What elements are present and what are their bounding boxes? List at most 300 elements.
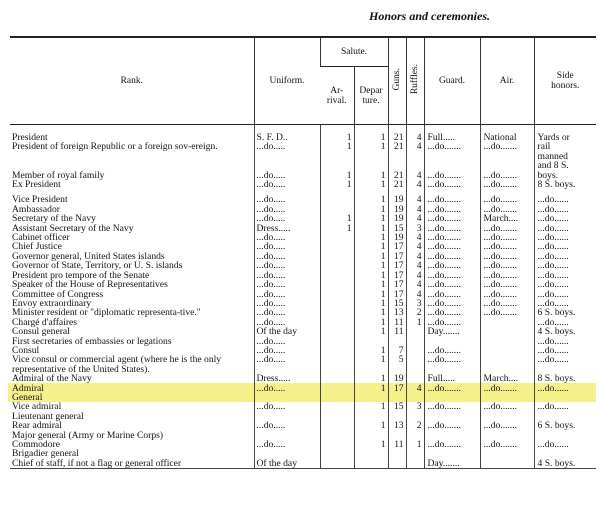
header-air: Air. — [480, 37, 534, 125]
cell-side: ...do...... — [534, 440, 596, 449]
cell-arr: 1 — [320, 125, 354, 143]
cell-arr — [320, 271, 354, 280]
cell-guard: ...do....... — [424, 421, 480, 430]
header-uniform: Uniform. — [254, 37, 320, 125]
table-row — [10, 327, 596, 336]
cell-side: ...do...... — [534, 261, 596, 270]
cell-ruf — [406, 337, 424, 346]
cell-air: ...do....... — [480, 195, 534, 204]
cell-side: ...do...... — [534, 299, 596, 308]
table-row — [10, 431, 596, 440]
cell-air: ...do....... — [480, 299, 534, 308]
cell-dep: 1 — [354, 171, 388, 180]
cell-rank: Consul — [12, 345, 40, 356]
cell-guns: 15 — [388, 224, 406, 233]
cell-rank: Commodore — [12, 440, 60, 450]
cell-guard: ...do....... — [424, 290, 480, 299]
cell-uniform: ...do..... — [254, 214, 320, 223]
cell-guns: 21 — [388, 142, 406, 170]
cell-side: ...do...... — [534, 233, 596, 242]
header-guard: Guard. — [424, 37, 480, 125]
cell-dep: 1 — [354, 421, 388, 430]
cell-side: ...do...... — [534, 337, 596, 346]
cell-rank: Governor general, United States islands — [12, 251, 165, 262]
cell-uniform: S. F. D.. — [254, 125, 320, 143]
cell-guns: 17 — [388, 280, 406, 289]
cell-air: ...do....... — [480, 384, 534, 393]
cell-uniform: ...do..... — [254, 195, 320, 204]
cell-guard — [424, 337, 480, 346]
cell-uniform: Of the day — [254, 327, 320, 336]
cell-air: ...do....... — [480, 171, 534, 180]
table-row — [10, 449, 596, 458]
cell-arr — [320, 205, 354, 214]
cell-guns: 17 — [388, 271, 406, 280]
cell-rank: Lieutenant general — [12, 411, 84, 422]
cell-rank: Cabinet officer — [12, 233, 70, 243]
cell-ruf: 4 — [406, 142, 424, 170]
cell-dep: 1 — [354, 280, 388, 289]
cell-side: 6 S. boys. — [534, 421, 596, 430]
cell-rank: Governor of State, Territory, or U. S. islands — [12, 261, 183, 271]
cell-guns — [388, 449, 406, 458]
cell-ruf — [406, 449, 424, 458]
cell-ruf: 3 — [406, 224, 424, 233]
cell-arr — [320, 449, 354, 458]
cell-side: ...do...... — [534, 384, 596, 393]
cell-uniform: ...do..... — [254, 280, 320, 289]
cell-rank: Member of royal family — [12, 170, 105, 181]
cell-guns — [388, 431, 406, 440]
cell-dep: 1 — [354, 205, 388, 214]
cell-guns: 5 — [388, 355, 406, 374]
table-row — [10, 346, 596, 355]
cell-side: 6 S. boys. — [534, 308, 596, 317]
header-departure: Depar ture. — [354, 67, 388, 125]
cell-guard: ...do....... — [424, 402, 480, 411]
table-row — [10, 374, 596, 383]
table-body — [10, 125, 596, 469]
table-row — [10, 421, 596, 430]
cell-uniform — [254, 431, 320, 440]
cell-dep: 1 — [354, 290, 388, 299]
cell-ruf: 4 — [406, 195, 424, 204]
cell-uniform: ...do..... — [254, 252, 320, 261]
cell-dep: 1 — [354, 233, 388, 242]
cell-guard: Day....... — [424, 459, 480, 469]
cell-arr — [320, 374, 354, 383]
cell-side: ...do...... — [534, 355, 596, 374]
cell-dep: 1 — [354, 252, 388, 261]
cell-guns — [388, 412, 406, 421]
cell-guard: ...do....... — [424, 233, 480, 242]
cell-ruf: 1 — [406, 318, 424, 327]
cell-rank: Committee of Congress — [12, 289, 104, 299]
cell-air — [480, 412, 534, 421]
cell-air — [480, 355, 534, 374]
cell-dep: 1 — [354, 318, 388, 327]
table-row — [10, 125, 596, 143]
cell-air: National — [480, 125, 534, 143]
cell-uniform: ...do..... — [254, 242, 320, 251]
cell-arr — [320, 327, 354, 336]
cell-guard: ...do....... — [424, 355, 480, 374]
cell-air — [480, 346, 534, 355]
table-row — [10, 355, 596, 374]
cell-side: ...do...... — [534, 346, 596, 355]
cell-guard: ...do....... — [424, 195, 480, 204]
cell-ruf — [406, 431, 424, 440]
cell-dep — [354, 431, 388, 440]
cell-rank: Vice consul or commercial agent (where he is the only representative of the United States). — [12, 355, 222, 375]
cell-rank: President of foreign Republic or a foreign sov-ereign. — [12, 142, 218, 153]
cell-air: ...do....... — [480, 261, 534, 270]
cell-arr — [320, 280, 354, 289]
cell-guard: ...do....... — [424, 346, 480, 355]
cell-dep: 1 — [354, 299, 388, 308]
cell-arr: 1 — [320, 214, 354, 223]
cell-ruf: 4 — [406, 290, 424, 299]
cell-uniform: ...do..... — [254, 271, 320, 280]
cell-uniform: ...do..... — [254, 290, 320, 299]
cell-air: ...do....... — [480, 224, 534, 233]
table-row — [10, 205, 596, 214]
cell-side: ...do...... — [534, 242, 596, 251]
cell-ruf: 4 — [406, 214, 424, 223]
cell-air — [480, 393, 534, 402]
cell-uniform: ...do..... — [254, 142, 320, 170]
table-row — [10, 393, 596, 402]
cell-ruf — [406, 355, 424, 374]
cell-guard: ...do....... — [424, 261, 480, 270]
cell-guns: 21 — [388, 180, 406, 189]
cell-ruf — [406, 346, 424, 355]
cell-guard: Full..... — [424, 125, 480, 143]
cell-rank: Consul general — [12, 327, 70, 337]
cell-uniform: ...do..... — [254, 440, 320, 449]
cell-arr — [320, 318, 354, 327]
cell-ruf: 4 — [406, 384, 424, 393]
cell-arr — [320, 393, 354, 402]
cell-side: ...do...... — [534, 214, 596, 223]
cell-dep: 1 — [354, 224, 388, 233]
table-row — [10, 261, 596, 270]
cell-arr: 1 — [320, 171, 354, 180]
cell-air: ...do....... — [480, 242, 534, 251]
cell-uniform: ...do..... — [254, 337, 320, 346]
cell-guard — [424, 449, 480, 458]
table-row — [10, 402, 596, 411]
table-row — [10, 412, 596, 421]
cell-uniform: ...do..... — [254, 421, 320, 430]
cell-guns — [388, 337, 406, 346]
cell-dep: 1 — [354, 346, 388, 355]
cell-uniform: ...do..... — [254, 346, 320, 355]
table-row — [10, 337, 596, 346]
cell-dep — [354, 459, 388, 469]
cell-air: ...do....... — [480, 308, 534, 317]
cell-dep: 1 — [354, 440, 388, 449]
table-row — [10, 214, 596, 223]
cell-rank: First secretaries of embassies or legations — [12, 336, 172, 346]
cell-guard: ...do....... — [424, 318, 480, 327]
table-row — [10, 252, 596, 261]
cell-rank: Vice President — [12, 195, 68, 205]
cell-side: Yards or — [534, 125, 596, 143]
cell-rank: Chief Justice — [12, 242, 62, 252]
cell-side: rail manned and 8 S. — [534, 142, 596, 170]
table-row — [10, 242, 596, 251]
cell-rank: Admiral of the Navy — [12, 374, 92, 384]
cell-dep: 1 — [354, 261, 388, 270]
table-row — [10, 308, 596, 317]
cell-guns: 13 — [388, 308, 406, 317]
cell-arr: 1 — [320, 224, 354, 233]
table-row — [10, 195, 596, 204]
cell-guns: 21 — [388, 125, 406, 143]
cell-side: ...do...... — [534, 402, 596, 411]
cell-arr — [320, 233, 354, 242]
cell-guard: ...do....... — [424, 142, 480, 170]
cell-uniform — [254, 449, 320, 458]
cell-ruf — [406, 412, 424, 421]
cell-ruf: 3 — [406, 299, 424, 308]
cell-dep: 1 — [354, 308, 388, 317]
cell-side: ...do...... — [534, 280, 596, 289]
cell-arr — [320, 290, 354, 299]
cell-ruf: 4 — [406, 242, 424, 251]
table-row — [10, 280, 596, 289]
table-row — [10, 233, 596, 242]
cell-air — [480, 449, 534, 458]
cell-guns: 13 — [388, 421, 406, 430]
cell-air: ...do....... — [480, 421, 534, 430]
cell-guard: ...do....... — [424, 180, 480, 189]
cell-ruf: 1 — [406, 440, 424, 449]
cell-side: 8 S. boys. — [534, 180, 596, 189]
cell-guns: 19 — [388, 214, 406, 223]
cell-guns: 7 — [388, 346, 406, 355]
header-rank: Rank. — [10, 37, 254, 125]
cell-air: ...do....... — [480, 280, 534, 289]
cell-guns: 11 — [388, 440, 406, 449]
cell-guns — [388, 459, 406, 469]
cell-rank: Rear admiral — [12, 421, 62, 431]
cell-uniform: ...do..... — [254, 180, 320, 189]
cell-ruf: 4 — [406, 280, 424, 289]
header-side-honors: Side honors. — [534, 37, 596, 125]
cell-guard: ...do....... — [424, 271, 480, 280]
table-header — [10, 37, 596, 125]
cell-air: March.... — [480, 214, 534, 223]
cell-arr — [320, 346, 354, 355]
cell-rank: President — [12, 132, 48, 143]
cell-guard: ...do....... — [424, 440, 480, 449]
cell-dep: 1 — [354, 271, 388, 280]
cell-side — [534, 393, 596, 402]
cell-arr — [320, 459, 354, 469]
cell-arr — [320, 384, 354, 393]
cell-dep: 1 — [354, 355, 388, 374]
table-row — [10, 142, 596, 170]
cell-rank: General — [12, 392, 43, 403]
cell-guard: ...do....... — [424, 252, 480, 261]
cell-rank: Chargé d'affaires — [12, 317, 78, 328]
cell-arr — [320, 195, 354, 204]
cell-ruf: 4 — [406, 171, 424, 180]
cell-side: 8 S. boys. — [534, 374, 596, 383]
cell-arr — [320, 412, 354, 421]
cell-side: ...do...... — [534, 318, 596, 327]
cell-arr — [320, 402, 354, 411]
header-arrival: Ar- rival. — [320, 67, 354, 125]
cell-air: ...do....... — [480, 205, 534, 214]
cell-side: ...do...... — [534, 195, 596, 204]
cell-guns — [388, 393, 406, 402]
table-row — [10, 171, 596, 180]
table-row — [10, 224, 596, 233]
cell-ruf: 2 — [406, 421, 424, 430]
cell-guard: ...do....... — [424, 280, 480, 289]
cell-arr — [320, 242, 354, 251]
cell-arr — [320, 252, 354, 261]
cell-uniform: ...do..... — [254, 171, 320, 180]
table-row — [10, 459, 596, 469]
cell-guard — [424, 393, 480, 402]
cell-dep: 1 — [354, 142, 388, 170]
cell-side: ...do...... — [534, 252, 596, 261]
cell-air: ...do....... — [480, 290, 534, 299]
cell-air: ...do....... — [480, 402, 534, 411]
cell-guard: ...do....... — [424, 308, 480, 317]
cell-dep: 1 — [354, 195, 388, 204]
cell-guard: Day....... — [424, 327, 480, 336]
cell-guard: ...do....... — [424, 214, 480, 223]
cell-dep — [354, 449, 388, 458]
cell-arr: 1 — [320, 142, 354, 170]
cell-guns: 15 — [388, 402, 406, 411]
cell-side: 4 S. boys. — [534, 459, 596, 469]
cell-rank: Speaker of the House of Representatives — [12, 280, 168, 290]
cell-uniform: ...do..... — [254, 355, 320, 374]
cell-uniform — [254, 412, 320, 421]
cell-side: ...do...... — [534, 205, 596, 214]
cell-ruf: 4 — [406, 271, 424, 280]
cell-dep: 1 — [354, 402, 388, 411]
cell-guns: 11 — [388, 327, 406, 336]
cell-uniform: ...do..... — [254, 402, 320, 411]
cell-rank: Admiral — [12, 383, 44, 393]
cell-rank: Secretary of the Navy — [12, 214, 96, 224]
cell-uniform — [254, 393, 320, 402]
honors-table — [10, 36, 596, 469]
cell-ruf — [406, 374, 424, 383]
cell-ruf: 4 — [406, 261, 424, 270]
table-row — [10, 384, 596, 393]
cell-ruf: 4 — [406, 125, 424, 143]
cell-guns: 17 — [388, 242, 406, 251]
cell-dep: 1 — [354, 214, 388, 223]
cell-ruf: 4 — [406, 205, 424, 214]
cell-air — [480, 431, 534, 440]
table-row — [10, 299, 596, 308]
cell-dep — [354, 337, 388, 346]
cell-rank: Vice admiral — [12, 402, 62, 412]
table-row — [10, 318, 596, 327]
cell-uniform: Dress..... — [254, 374, 320, 383]
cell-side: ...do...... — [534, 290, 596, 299]
cell-side — [534, 449, 596, 458]
cell-guns: 17 — [388, 290, 406, 299]
cell-uniform: Of the day — [254, 459, 320, 469]
cell-uniform: ...do..... — [254, 299, 320, 308]
cell-arr — [320, 421, 354, 430]
cell-guard: ...do....... — [424, 171, 480, 180]
cell-uniform: ...do..... — [254, 318, 320, 327]
table-row — [10, 271, 596, 280]
cell-rank: Major general (Army or Marine Corps) — [12, 430, 164, 440]
cell-rank: Chief of staff, if not a flag or general officer — [10, 459, 254, 469]
cell-guns: 15 — [388, 299, 406, 308]
cell-ruf — [406, 393, 424, 402]
cell-rank: Minister resident or "diplomatic representa-tive." — [12, 308, 201, 318]
table-row — [10, 290, 596, 299]
cell-guard: ...do....... — [424, 224, 480, 233]
cell-rank: Envoy extraordinary — [12, 298, 92, 309]
cell-arr — [320, 261, 354, 270]
header-guns: Guns. — [388, 37, 406, 125]
cell-dep: 1 — [354, 384, 388, 393]
cell-rank: Ex President — [12, 180, 61, 190]
cell-side: ...do...... — [534, 224, 596, 233]
cell-ruf — [406, 327, 424, 336]
cell-air — [480, 337, 534, 346]
header-ruffles: Ruffles. — [406, 37, 424, 125]
cell-ruf: 4 — [406, 180, 424, 189]
cell-rank: Brigadier general — [12, 449, 79, 459]
cell-ruf: 4 — [406, 233, 424, 242]
cell-guard — [424, 412, 480, 421]
cell-guard: ...do....... — [424, 205, 480, 214]
table-row — [10, 440, 596, 449]
cell-arr — [320, 299, 354, 308]
cell-arr — [320, 431, 354, 440]
cell-dep: 1 — [354, 327, 388, 336]
cell-uniform: ...do..... — [254, 233, 320, 242]
header-salute: Salute. — [320, 37, 388, 67]
cell-guns: 17 — [388, 384, 406, 393]
page-header: Honors and ceremonies. — [368, 9, 490, 23]
cell-air: ...do....... — [480, 142, 534, 170]
cell-guns: 17 — [388, 261, 406, 270]
cell-dep — [354, 393, 388, 402]
cell-uniform: ...do..... — [254, 261, 320, 270]
cell-guns: 19 — [388, 233, 406, 242]
cell-guard: Full..... — [424, 374, 480, 383]
cell-ruf: 4 — [406, 252, 424, 261]
cell-rank: President pro tempore of the Senate — [12, 270, 150, 281]
cell-dep: 1 — [354, 374, 388, 383]
cell-guns: 19 — [388, 195, 406, 204]
cell-dep — [354, 412, 388, 421]
cell-side: ...do...... — [534, 271, 596, 280]
cell-dep: 1 — [354, 242, 388, 251]
cell-side — [534, 431, 596, 440]
cell-ruf — [406, 459, 424, 469]
cell-side: boys. — [534, 171, 596, 180]
cell-uniform: ...do..... — [254, 384, 320, 393]
cell-arr — [320, 355, 354, 374]
